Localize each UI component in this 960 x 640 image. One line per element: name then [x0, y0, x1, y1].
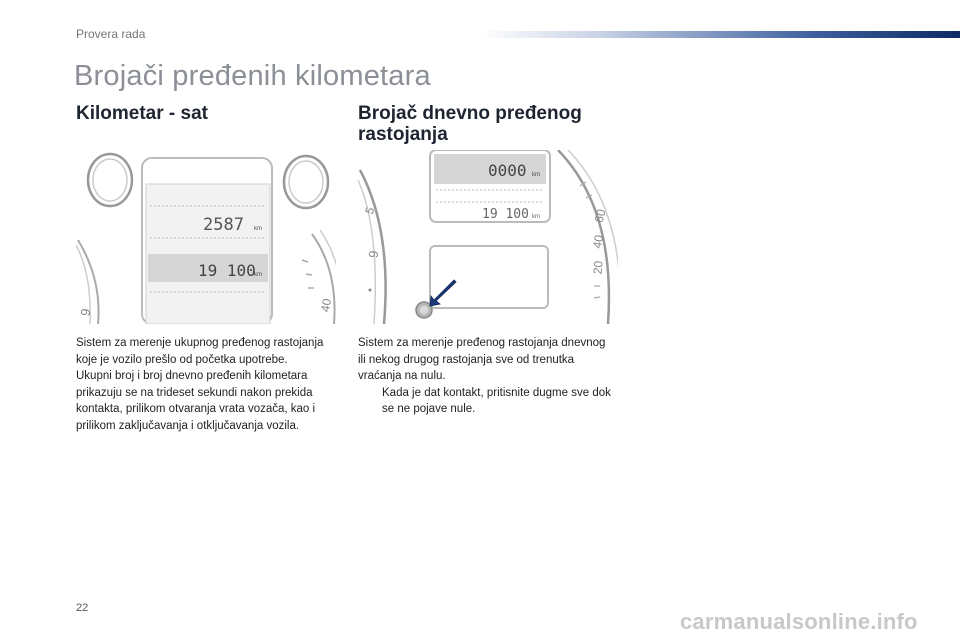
page-title: Brojači pređenih kilometara [74, 60, 431, 92]
trip-total-unit: km [532, 214, 540, 220]
gauge-right-label: 40 [590, 233, 607, 250]
trip-meter-description [358, 335, 612, 418]
section-label: Provera rada [76, 27, 146, 41]
odometer-trip-value: 2587 [203, 215, 244, 235]
odometer-paragraph: Ukupni broj i broj dnevno pređenih kilometara prikazuju se na trideset sekundi nakon prekida kontakta, prilikom otvaranja vrata vozača, kao i prilikom zaključavanja i otključavanja vozila. [76, 370, 316, 432]
heading-trip-meter: Brojač dnevno pređenog rastojanja [358, 103, 582, 145]
odometer-trip-unit: km [254, 226, 262, 232]
odometer-paragraph: Sistem za merenje ukupnog pređenog rastojanja koje je vozilo prešlo od početka upotrebe. [76, 337, 324, 366]
watermark: carmanualsonline.info [680, 609, 918, 634]
heading-odometer: Kilometar - sat [76, 103, 208, 124]
instruction-bullet [358, 385, 612, 418]
gauge-left-label: 5 [362, 205, 378, 217]
trip-meter-cluster-illustration [358, 150, 618, 324]
gauge-left-label: 9 [77, 307, 94, 318]
header-gradient-bar [478, 31, 960, 38]
trip-meter-unit: km [532, 172, 540, 178]
gauge-right-label: 60 [591, 207, 609, 225]
trip-meter-value: 0000 [488, 161, 527, 180]
trip-total-value: 19 100 [482, 207, 529, 222]
odometer-total-value: 19 100 [198, 261, 256, 280]
page-number: 22 [76, 602, 89, 614]
gauge-right-label: 20 [590, 260, 606, 275]
odometer-cluster-illustration [76, 150, 336, 324]
trip-meter-paragraph: Sistem za merenje pređenog rastojanja dnevnog ili nekog drugog rastojanja sve od trenutka vraćanja na nulu. [358, 337, 606, 383]
bullet-arrow-icon [358, 385, 382, 418]
gauge-right-label: 40 [318, 297, 335, 314]
odometer-description [76, 335, 340, 435]
gauge-left-label: 9 [365, 249, 382, 260]
odometer-total-unit: km [254, 272, 262, 278]
pointer-arrow-icon [430, 280, 456, 306]
instruction-text: Kada je dat kontakt, pritisnite dugme sve dok se ne pojave nule. [382, 386, 611, 416]
